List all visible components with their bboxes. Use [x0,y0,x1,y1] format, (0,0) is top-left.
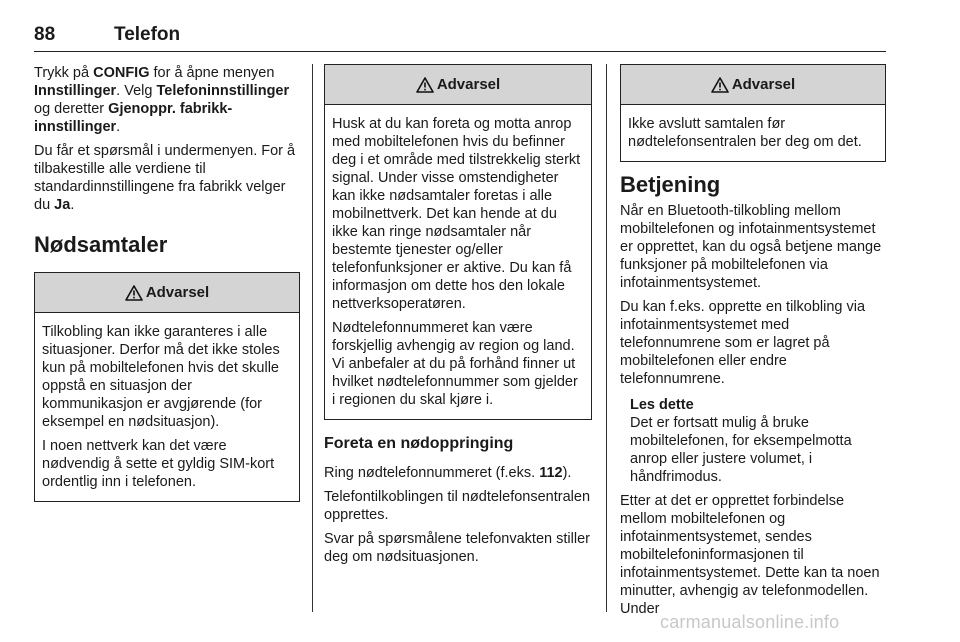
section-heading-nodsamtaler: Nødsamtaler [34,232,168,257]
warning-text: I noen nettverk kan det være nødvendig å sette et gyldig SIM-kort ordentlig inn i telefonen. [42,438,275,490]
warning-text: Tilkobling kan ikke garanteres i alle situasjoner. Derfor må det ikke stoles kun på mobiltelefonen hvis det skulle oppstå en situasjon der kommunikasjon er avgjørende (for eksempel en nødsituasjon). [42,324,280,430]
warning-text: Ikke avslutt samtalen før nødtelefonsentralen ber deg om det. [628,116,862,150]
warning-triangle-icon [711,77,729,93]
warning-box [620,64,886,162]
column-left [34,64,300,512]
warning-title: Advarsel [731,76,796,93]
warning-box [324,64,592,420]
warning-header [35,273,299,313]
note-text: Det er fortsatt mulig å bruke mobiltelefonen, for eksempelmotta anrop eller justere volumet, i håndfrimodus. [630,415,852,485]
body-paragraph: Du kan f.eks. opprette en tilkobling via infotainmentsystemet med telefonnumrene som er lagret på mobiltelefonen eller endre telefonnumrene. [620,299,866,387]
page-header [34,18,886,52]
body-paragraph: Ring nødtelefonnummeret (f.eks. 112). [324,465,572,481]
column-divider [312,64,313,612]
warning-text: Nødtelefonnummeret kan være forskjellig avhengig av region og land. Vi anbefaler at du på forhånd finner ut hvilket nødtelefonnummer som gjelder i regionen du skal kjøre i. [332,320,578,408]
page-number: 88 [34,24,56,45]
warning-triangle-icon [125,285,143,301]
watermark-text: carmanualsonline.info [660,612,840,632]
page-title: Telefon [114,24,181,45]
warning-text: Husk at du kan foreta og motta anrop med mobiltelefonen hvis du befinner deg i et område med tilstrekkelig sterkt signal. Under visse omstendigheter kan ikke nødsamtaler foretas i alle mobilnettverk. Det kan hende at du ikke kan ringe nødsamtaler når bestemte tjenester og/eller telefonfunksjoner er aktive. Du kan få informasjon om dette hos den lokale nettverksoperatøren. [332,116,581,312]
body-paragraph: Når en Bluetooth-tilkobling mellom mobiltelefonen og infotainmentsystemet er opprettet, kan du også betjene mange funksjoner på mobiltelefonen via infotainmentsystemet. [620,203,882,291]
column-right [620,64,886,624]
column-middle [324,64,592,572]
note-box [620,396,886,486]
intro-paragraph: Trykk på CONFIG for å åpne menyen Innstillinger. Velg Telefoninnstillinger og deretter Gjenoppr. fabrikk-innstillinger. [34,65,290,135]
warning-title: Advarsel [436,76,501,93]
warning-header [325,65,591,105]
reset-paragraph: Du får et spørsmål i undermenyen. For å tilbakestille alle verdiene til standardinnstillingene fra fabrikk velger du Ja. [34,143,296,213]
warning-box [34,272,300,502]
warning-title: Advarsel [145,284,210,301]
body-paragraph: Svar på spørsmålene telefonvakten stiller deg om nødsituasjonen. [324,531,590,565]
warning-triangle-icon [416,77,434,93]
note-title: Les dette [630,397,694,413]
body-paragraph: Etter at det er opprettet forbindelse mellom mobiltelefonen og infotainmentsystemet, sendes mobiltelefoninformasjonen til infotainmentsystemet. Dette kan ta noen minutter, avhengig av telefonmodellen. Under [620,493,880,617]
warning-header [621,65,885,105]
body-paragraph: Telefontilkoblingen til nødtelefonsentralen opprettes. [324,489,591,523]
column-divider [606,64,607,612]
section-heading-nodoppringing: Foreta en nødoppringing [324,435,514,452]
section-heading-betjening: Betjening [620,172,721,197]
